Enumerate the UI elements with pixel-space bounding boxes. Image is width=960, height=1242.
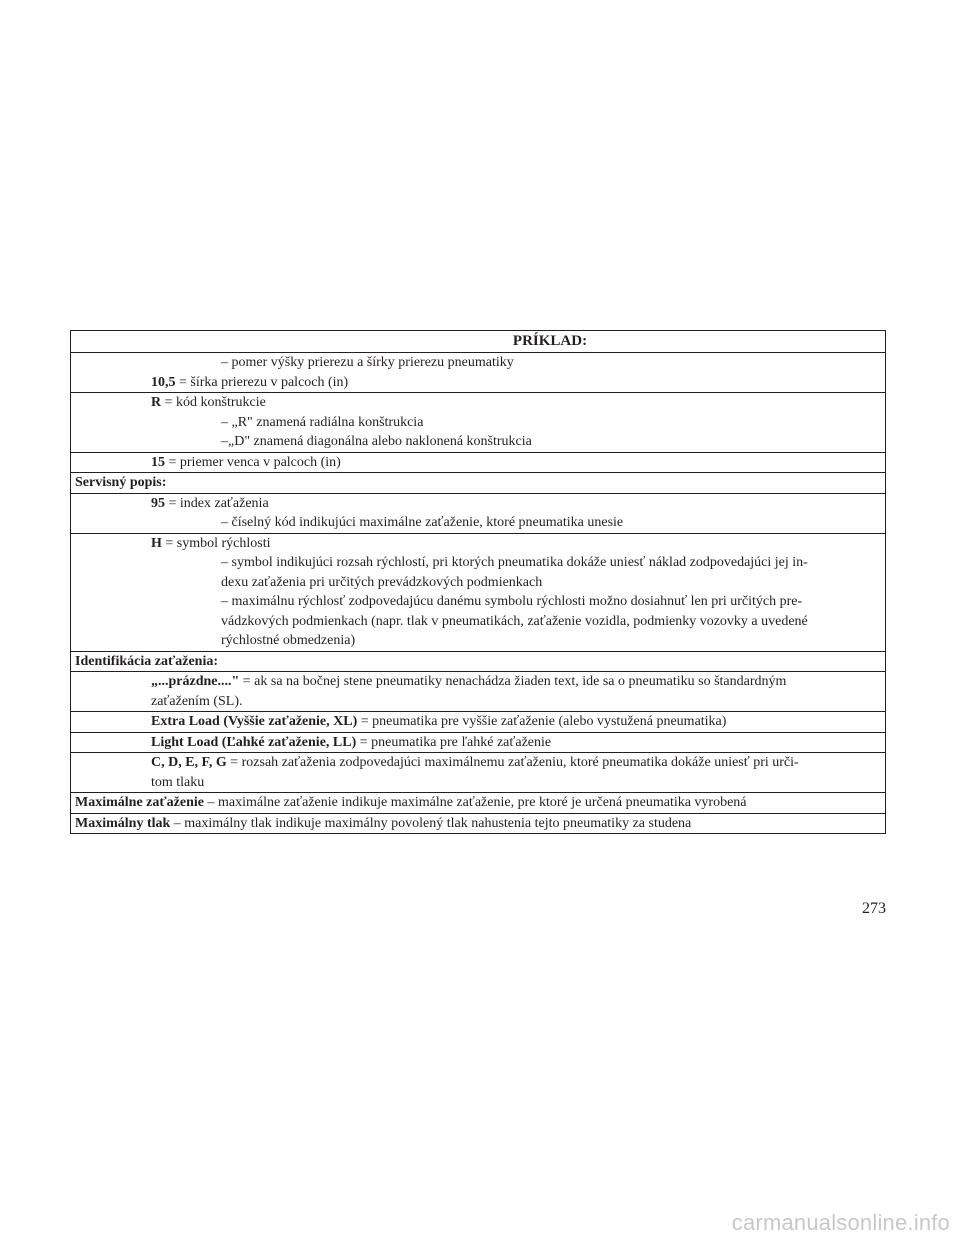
load-index-detail: – číselný kód indikujúci maximálne zaťaženie, ktoré pneumatika unesie (221, 515, 624, 530)
speed-symbol-line (75, 534, 879, 554)
width-line (75, 373, 879, 393)
service-heading: Servisný popis: (71, 472, 885, 493)
rim-desc: = priemer venca v palcoch (in) (165, 454, 341, 470)
load-range-desc-line2: tom tlaku (151, 774, 205, 790)
speed-para2-line2: vádzkových podmienkach (napr. tlak v pneumatikách, zaťaženie vozidla, podmienky vozovky a uvedené (221, 613, 808, 629)
row-size (71, 352, 885, 392)
row-speed-symbol (71, 533, 885, 651)
row-load-index (71, 493, 885, 533)
speed-para2-line3: rýchlostné obmedzenia) (221, 633, 356, 648)
row-construction (71, 392, 885, 452)
load-range-desc-line1: = rozsah zaťaženia zodpovedajúci maximálnemu zaťaženiu, ktoré pneumatika dokáže uniesť pri urči- (226, 755, 799, 770)
row-light-load (71, 732, 885, 753)
row-max-load (71, 792, 885, 813)
construction-radial: – „R" znamená radiálna konštrukcia (221, 414, 424, 430)
extra-load-term: Extra Load (Vyššie zaťaženie, XL) (151, 714, 358, 729)
load-index-term: 95 (151, 495, 165, 511)
extra-load-line (75, 712, 879, 732)
blank-line (75, 672, 879, 692)
light-load-line (75, 733, 879, 753)
load-range-term: C, D, E, F, G (151, 755, 227, 770)
blank-desc-line2: zaťažením (SL). (151, 693, 243, 709)
speed-para1-line1: – symbol indikujúci rozsah rýchlostí, pri ktorých pneumatika dokáže uniesť náklad zodpovedajúci jej in- (221, 555, 808, 570)
tire-marking-table (70, 330, 886, 834)
row-blank (71, 671, 885, 711)
watermark: carmanualsonline.info (731, 1210, 950, 1235)
max-pressure-term: Maximálny tlak (75, 815, 171, 831)
max-load-desc: – maximálne zaťaženie indikuje maximálne zaťaženie, pre ktoré je určená pneumatika vyrobená (203, 795, 747, 810)
rim-line (75, 453, 879, 473)
row-max-pressure (71, 813, 885, 834)
construction-desc: = kód konštrukcie (161, 395, 266, 410)
speed-para2-line1: – maximálnu rýchlosť zodpovedajúcu danému symbolu rýchlosti možno dosiahnuť len pri určitých pre- (221, 594, 803, 609)
rim-term: 15 (151, 454, 165, 470)
light-load-desc: = pneumatika pre ľahké zaťaženie (356, 734, 552, 750)
aspect-ratio-line: – pomer výšky prierezu a šírky prierezu pneumatiky (221, 355, 514, 370)
row-rim (71, 452, 885, 473)
page-number: 273 (862, 900, 886, 917)
row-load-range (71, 752, 885, 792)
construction-term: R (151, 395, 162, 410)
row-extra-load (71, 711, 885, 732)
construction-diagonal: –„D" znamená diagonálna alebo naklonená konštrukcia (221, 434, 532, 449)
load-range-line (75, 753, 879, 773)
width-desc: = šírka prierezu v palcoch (in) (175, 374, 349, 390)
blank-desc-line1: = ak sa na bočnej stene pneumatiky nenachádza žiaden text, ide sa o pneumatiku so štandardným (239, 674, 787, 689)
load-index-line (75, 494, 879, 514)
speed-symbol-desc: = symbol rýchlosti (161, 535, 271, 551)
speed-para1-line2: dexu zaťaženia pri určitých prevádzkových podmienkach (221, 574, 543, 590)
max-pressure-desc: – maximálny tlak indikuje maximálny povolený tlak nahustenia tejto pneumatiky za studena (170, 815, 692, 831)
speed-symbol-term: H (151, 535, 162, 551)
extra-load-desc: = pneumatika pre vyššie zaťaženie (alebo vystužená pneumatika) (357, 714, 727, 729)
max-load-term: Maximálne zaťaženie (75, 795, 204, 810)
load-index-desc: = index zaťaženia (165, 495, 269, 511)
blank-term: „...prázdne...." (151, 674, 240, 689)
construction-line (75, 393, 879, 413)
width-term: 10,5 (151, 374, 176, 390)
load-id-heading: Identifikácia zaťaženia: (71, 651, 885, 672)
light-load-term: Light Load (Ľahké zaťaženie, LL) (151, 734, 357, 750)
table-header: PRÍKLAD: (512, 333, 588, 349)
